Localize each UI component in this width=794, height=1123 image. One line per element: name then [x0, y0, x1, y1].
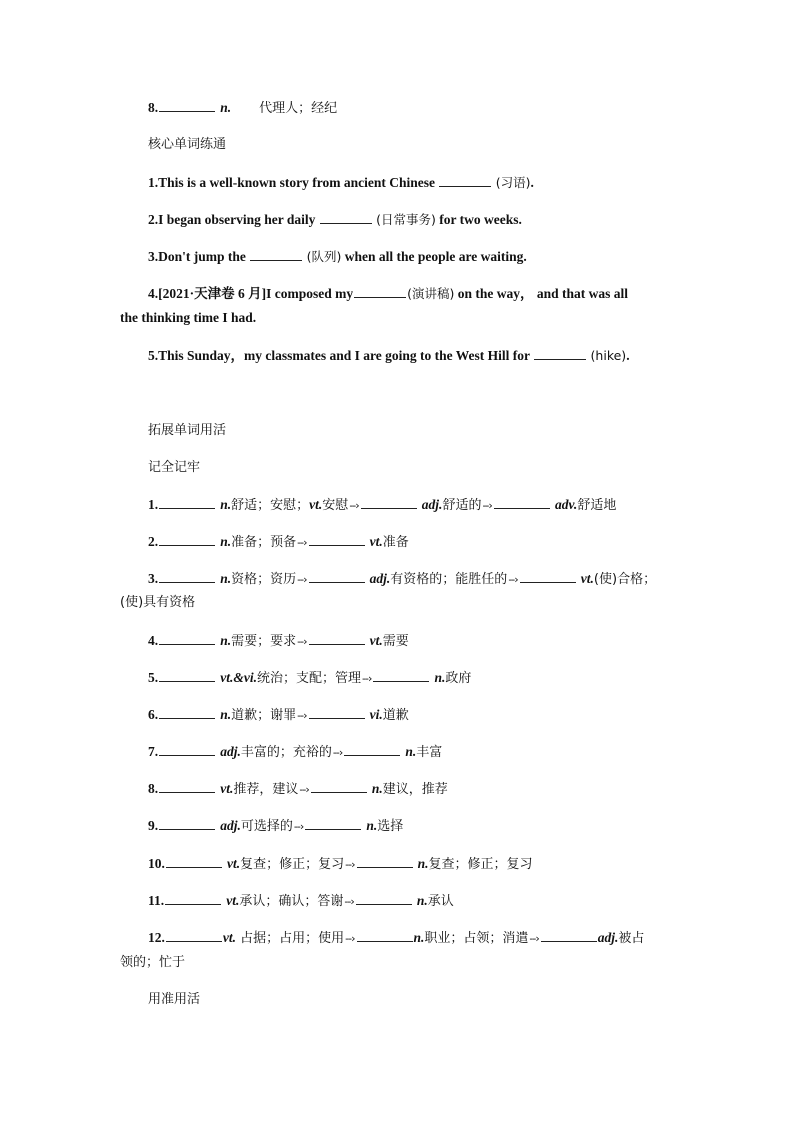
- extend-item-7: 7. adj.丰富的；充裕的--› n.丰富: [148, 744, 443, 760]
- extend-item-10: 10. vt.复查；修正；复习--› n.复查；修正；复习: [148, 856, 533, 872]
- answer-blank[interactable]: [311, 781, 367, 793]
- arrow-icon: --›: [299, 783, 309, 796]
- arrow-icon: --›: [344, 895, 354, 908]
- extend-item-11: 11. vt.承认；确认；答谢--› n.承认: [148, 893, 454, 909]
- answer-blank[interactable]: [165, 893, 221, 905]
- section-heading-extend: 拓展单词用活: [148, 423, 227, 438]
- sentence-5: 5.This Sunday，my classmates and I are going to the West Hill for (hike).: [148, 348, 630, 363]
- arrow-icon: --›: [362, 672, 372, 685]
- answer-blank[interactable]: [439, 175, 491, 187]
- answer-blank[interactable]: [159, 744, 215, 756]
- answer-blank[interactable]: [361, 497, 417, 509]
- extend-item-12-continued: 领的；忙于: [120, 955, 186, 970]
- answer-blank[interactable]: [159, 670, 215, 682]
- answer-blank[interactable]: [354, 286, 406, 298]
- arrow-icon: --›: [349, 499, 359, 512]
- arrow-icon: --›: [297, 536, 307, 549]
- answer-blank[interactable]: [305, 818, 361, 830]
- answer-blank[interactable]: [520, 571, 576, 583]
- extend-item-3: 3. n.资格；资历--› adj.有资格的；能胜任的--› vt.(使)合格；: [148, 571, 657, 587]
- answer-blank[interactable]: [166, 856, 222, 868]
- arrow-icon: --›: [529, 932, 539, 945]
- answer-blank[interactable]: [159, 100, 215, 112]
- answer-blank[interactable]: [357, 930, 413, 942]
- extend-item-1: 1. n.舒适；安慰；vt.安慰--› adj.舒适的--› adv.舒适地: [148, 497, 617, 513]
- answer-blank[interactable]: [309, 707, 365, 719]
- answer-blank[interactable]: [534, 348, 586, 360]
- answer-blank[interactable]: [159, 818, 215, 830]
- answer-blank[interactable]: [320, 212, 372, 224]
- arrow-icon: --›: [345, 858, 355, 871]
- section-heading-memorize: 记全记牢: [148, 460, 201, 475]
- answer-blank[interactable]: [250, 249, 302, 261]
- arrow-icon: --›: [508, 573, 518, 586]
- arrow-icon: --›: [297, 709, 307, 722]
- answer-blank[interactable]: [309, 571, 365, 583]
- part-of-speech: n.: [220, 100, 232, 115]
- answer-blank[interactable]: [309, 633, 365, 645]
- extend-item-4: 4. n.需要；要求--› vt.需要: [148, 633, 409, 649]
- arrow-icon: --›: [482, 499, 492, 512]
- answer-blank[interactable]: [159, 571, 215, 583]
- extend-item-12: 12. vt. 占据；占用；使用--› n.职业；占领；消遣--› adj.被占: [148, 930, 645, 946]
- section-heading-core: 核心单词练通: [148, 137, 227, 152]
- answer-blank[interactable]: [357, 856, 413, 868]
- sentence-4-continued: the thinking time I had.: [120, 310, 257, 325]
- sentence-4: 4.[2021·天津卷 6 月]I composed my (演讲稿) on the way， and that was all: [148, 286, 629, 301]
- answer-blank[interactable]: [159, 707, 215, 719]
- answer-blank[interactable]: [541, 930, 597, 942]
- extend-item-8: 8. vt.推荐，建议--› n.建议，推荐: [148, 781, 448, 797]
- sentence-2: 2.I began observing her daily (日常事务) for two weeks.: [148, 212, 522, 227]
- extend-item-3-continued: (使)具有资格: [120, 595, 196, 610]
- section-heading-usage: 用准用活: [148, 992, 201, 1007]
- answer-blank[interactable]: [373, 670, 429, 682]
- arrow-icon: --›: [297, 573, 307, 586]
- answer-blank[interactable]: [356, 893, 412, 905]
- extend-item-9: 9. adj.可选择的--› n.选择: [148, 818, 404, 834]
- extend-item-6: 6. n.道歉；谢罪--› vi.道歉: [148, 707, 409, 723]
- arrow-icon: --›: [293, 820, 304, 833]
- vocab-item-8: [148, 100, 708, 117]
- item-number: 8.: [148, 100, 159, 115]
- arrow-icon: --›: [332, 746, 343, 759]
- arrow-icon: --›: [345, 932, 355, 945]
- answer-blank[interactable]: [159, 633, 215, 645]
- answer-blank[interactable]: [344, 744, 400, 756]
- answer-blank[interactable]: [159, 534, 215, 546]
- meaning: 代理人；经纪: [259, 101, 338, 116]
- extend-item-2: 2. n.准备；预备--› vt.准备: [148, 534, 409, 550]
- answer-blank[interactable]: [494, 497, 550, 509]
- sentence-3: 3.Don't jump the (队列) when all the people are waiting.: [148, 249, 527, 264]
- answer-blank[interactable]: [159, 781, 215, 793]
- answer-blank[interactable]: [166, 930, 222, 942]
- answer-blank[interactable]: [309, 534, 365, 546]
- arrow-icon: --›: [297, 635, 307, 648]
- extend-item-5: 5. vt.&vi.统治；支配；管理--› n.政府: [148, 670, 472, 686]
- answer-blank[interactable]: [159, 497, 215, 509]
- sentence-1: 1.This is a well-known story from ancient Chinese (习语).: [148, 175, 534, 190]
